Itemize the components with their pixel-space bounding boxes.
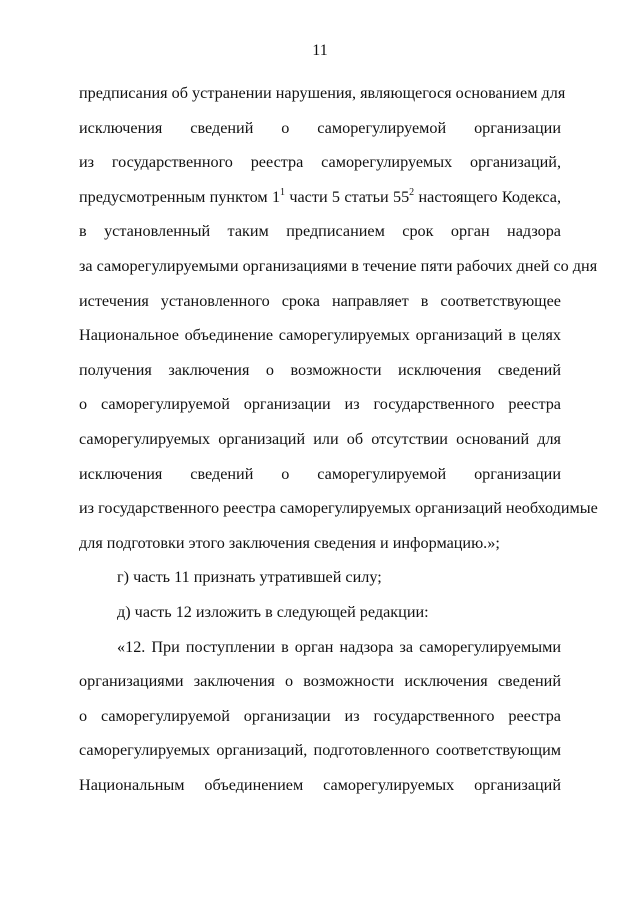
superscript: 1 xyxy=(280,186,286,198)
text-line: саморегулируемых организаций или об отсутствии оснований для xyxy=(79,429,561,448)
text-line: организациями заключения о возможности исключения сведений xyxy=(79,672,561,691)
text-line: в установленный таким предписанием срок орган надзора xyxy=(79,222,561,241)
text-line: предписания об устранении нарушения, являющегося основанием для xyxy=(79,84,566,102)
text-line: из государственного реестра саморегулируемых организаций, xyxy=(79,153,561,172)
text-line: исключения сведений о саморегулируемой организации xyxy=(79,118,561,137)
text-line: исключения сведений о саморегулируемой организации xyxy=(79,464,561,483)
document-body xyxy=(79,76,598,802)
page-number: 11 xyxy=(312,42,328,59)
text-line-with-superscripts xyxy=(79,180,561,215)
text-line: саморегулируемых организаций, подготовленного соответствующим xyxy=(79,741,561,760)
text-line: о саморегулируемой организации из государственного реестра xyxy=(79,395,561,414)
text-line: для подготовки этого заключения сведения и информацию.»; xyxy=(79,533,500,552)
text-segment: части 5 статьи 55 xyxy=(289,187,410,206)
text-line: Национальное объединение саморегулируемых организаций в целях xyxy=(79,326,561,345)
text-line: д) часть 12 изложить в следующей редакции: xyxy=(117,602,429,621)
text-line: «12. При поступлении в орган надзора за саморегулируемыми xyxy=(117,637,561,656)
text-line: получения заключения о возможности исключения сведений xyxy=(79,360,561,379)
text-line: о саморегулируемой организации из государственного реестра xyxy=(79,706,561,725)
text-line: г) часть 11 признать утратившей силу; xyxy=(117,568,382,587)
text-line: Национальным объединением саморегулируемых организаций xyxy=(79,775,561,794)
text-line: истечения установленного срока направляет в соответствующее xyxy=(79,291,561,310)
text-line: из государственного реестра саморегулируемых организаций необходимые xyxy=(79,499,598,518)
superscript: 2 xyxy=(409,186,415,198)
text-line: за саморегулируемыми организациями в течение пяти рабочих дней со дня xyxy=(79,256,598,275)
text-segment: настоящего Кодекса, xyxy=(418,187,562,206)
text-segment: предусмотренным пунктом 1 xyxy=(79,187,281,206)
